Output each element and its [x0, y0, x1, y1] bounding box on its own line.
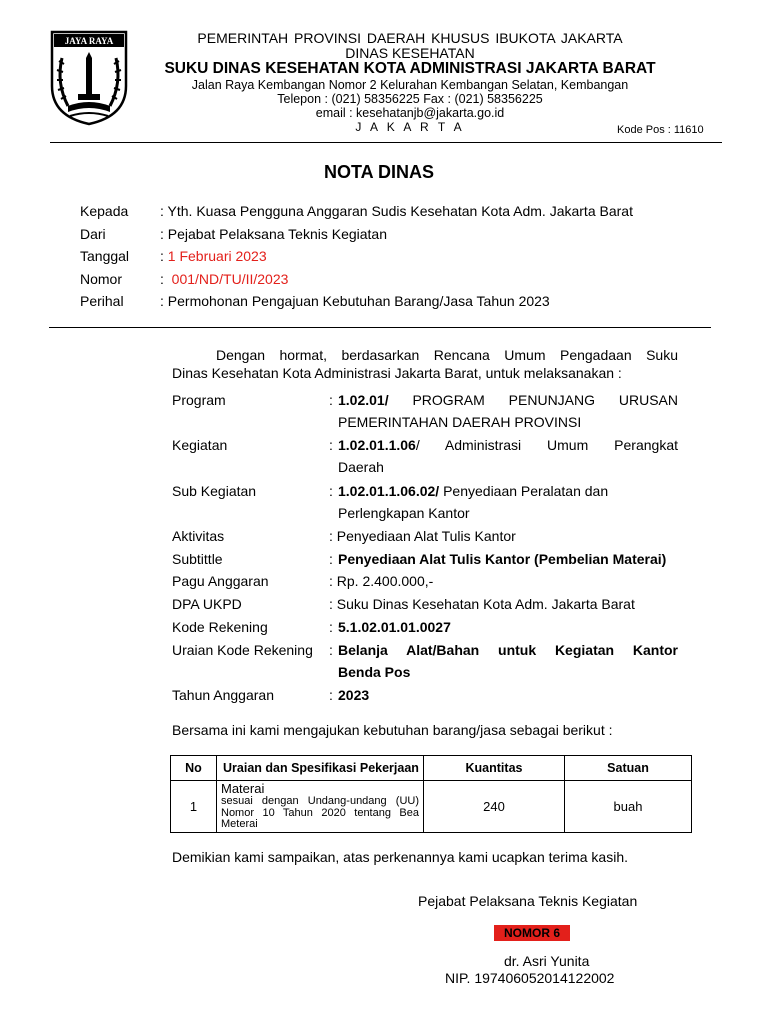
header-city: J A K A R T A — [355, 120, 465, 134]
signer-name: dr. Asri Yunita — [504, 953, 590, 969]
cell-uraian — [217, 781, 424, 833]
kegiatan-text: / Administrasi Umum Perangkat — [415, 437, 678, 453]
program-code: 1.02.01/ — [338, 392, 389, 408]
closing-statement: Demikian kami sampaikan, atas perkenannya kami ucapkan terima kasih. — [172, 849, 628, 865]
sub-kegiatan-text-2: Perlengkapan Kantor — [338, 505, 470, 521]
signer-nip: NIP. 197406052014122002 — [445, 970, 615, 986]
detail-value: : Rp. 2.400.000,- — [329, 573, 434, 589]
item-spec: sesuai dengan Undang-undang (UU) Nomor 10 Tahun 2020 tentang Bea Meterai — [221, 795, 419, 831]
meta-divider — [49, 327, 711, 328]
postal-code: Kode Pos : 11610 — [617, 124, 704, 136]
meta-prefix: : — [160, 271, 172, 287]
detail-label: Uraian Kode Rekening — [172, 642, 313, 658]
detail-colon: : — [329, 551, 333, 567]
item-name: Materai — [221, 781, 265, 797]
meta-label: Dari — [80, 226, 106, 242]
detail-value — [338, 480, 678, 524]
meta-label: Kepada — [80, 203, 129, 219]
detail-value — [338, 639, 678, 683]
header-government: PEMERINTAH PROVINSI DAERAH KHUSUS IBUKOTA JAKARTA — [197, 30, 623, 46]
jakarta-emblem-logo — [48, 28, 130, 126]
detail-value: : Penyediaan Alat Tulis Kantor — [329, 528, 516, 544]
items-table — [170, 755, 692, 833]
intro-line-2: Dinas Kesehatan Kota Administrasi Jakarta Barat, untuk melaksanakan : — [172, 365, 622, 381]
detail-colon: : — [329, 483, 333, 499]
intro-line-1: Dengan hormat, berdasarkan Rencana Umum Pengadaan Suku — [216, 347, 678, 363]
meta-label: Nomor — [80, 271, 123, 287]
detail-value: 5.1.02.01.01.0027 — [338, 619, 451, 635]
detail-label: Subtittle — [172, 551, 223, 567]
sub-kegiatan-code: 1.02.01.1.06.02/ — [338, 483, 440, 499]
signer-position: Pejabat Pelaksana Teknis Kegiatan — [418, 893, 638, 909]
detail-label: Kode Rekening — [172, 619, 268, 635]
detail-label: Kegiatan — [172, 437, 228, 453]
intro-paragraph — [172, 346, 678, 382]
detail-value: 2023 — [338, 687, 370, 703]
detail-colon: : — [329, 687, 333, 703]
detail-colon: : — [329, 392, 333, 408]
table-row — [171, 781, 692, 833]
cell-satuan: buah — [565, 781, 692, 833]
meta-row-dari — [80, 226, 387, 242]
meta-value: : Pejabat Pelaksana Teknis Kegiatan — [160, 226, 388, 242]
cell-kuantitas: 240 — [424, 781, 565, 833]
detail-colon: : — [329, 437, 333, 453]
meta-prefix: : — [160, 248, 168, 264]
meta-row-kepada — [80, 203, 633, 219]
cell-no: 1 — [171, 781, 217, 833]
detail-value: : Suku Dinas Kesehatan Kota Adm. Jakarta Barat — [329, 596, 635, 612]
detail-value — [338, 434, 678, 478]
meta-value-number: 001/ND/TU/II/2023 — [171, 271, 289, 287]
col-header-satuan: Satuan — [565, 756, 692, 781]
meta-label: Perihal — [80, 293, 124, 309]
meta-label: Tanggal — [80, 248, 130, 264]
col-header-uraian: Uraian dan Spesifikasi Pekerjaan — [217, 756, 424, 781]
detail-value: Penyediaan Alat Tulis Kantor (Pembelian Materai) — [338, 551, 667, 567]
detail-value — [338, 389, 678, 433]
header-office: SUKU DINAS KESEHATAN KOTA ADMINISTRASI JAKARTA BARAT — [164, 60, 656, 77]
header-email: email : kesehatanjb@jakarta.go.id — [315, 106, 505, 120]
header-address: Jalan Raya Kembangan Nomor 2 Kelurahan Kembangan Selatan, Kembangan — [191, 78, 629, 92]
program-text-2: PEMERINTAHAN DAERAH PROVINSI — [338, 414, 582, 430]
meta-row-tanggal — [80, 248, 267, 264]
detail-label: Tahun Anggaran — [172, 687, 274, 703]
header-department: DINAS KESEHATAN — [345, 45, 475, 61]
meta-value: : Yth. Kuasa Pengguna Anggaran Sudis Kesehatan Kota Adm. Jakarta Barat — [160, 203, 633, 219]
document-title: NOTA DINAS — [324, 162, 434, 182]
meta-row-nomor — [80, 271, 288, 287]
header-phone: Telepon : (021) 58356225 Fax : (021) 58356225 — [277, 92, 543, 106]
meta-value-date: 1 Februari 2023 — [167, 248, 267, 264]
detail-label: Program — [172, 392, 226, 408]
logo-text: JAYA RAYA — [64, 36, 114, 46]
meta-value: : Permohonan Pengajuan Kebutuhan Barang/Jasa Tahun 2023 — [160, 293, 550, 309]
program-text: PROGRAM PENUNJANG URUSAN — [388, 392, 678, 408]
request-statement: Bersama ini kami mengajukan kebutuhan barang/jasa sebagai berikut : — [172, 722, 613, 738]
number-badge: NOMOR 6 — [494, 925, 570, 941]
detail-colon: : — [329, 619, 333, 635]
detail-label: Pagu Anggaran — [172, 573, 269, 589]
detail-colon: : — [329, 642, 333, 658]
col-header-no: No — [171, 756, 217, 781]
col-header-kuantitas: Kuantitas — [424, 756, 565, 781]
detail-label: Aktivitas — [172, 528, 225, 544]
uraian-text-2: Benda Pos — [338, 664, 411, 680]
kegiatan-text-2: Daerah — [338, 459, 384, 475]
kegiatan-code: 1.02.01.1.06 — [338, 437, 416, 453]
uraian-text: Belanja Alat/Bahan untuk Kegiatan Kantor — [338, 642, 678, 658]
detail-label: DPA UKPD — [172, 596, 242, 612]
detail-label: Sub Kegiatan — [172, 483, 257, 499]
sub-kegiatan-text: Penyediaan Peralatan dan — [439, 483, 609, 499]
meta-row-perihal — [80, 293, 550, 309]
header-divider — [50, 142, 722, 143]
table-header-row — [171, 756, 692, 781]
